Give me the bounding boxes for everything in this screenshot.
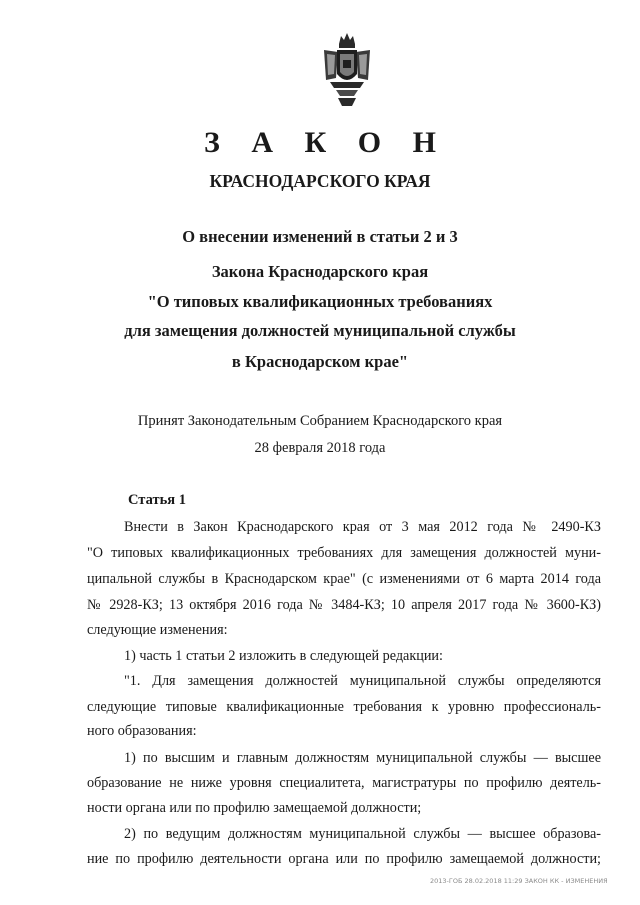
article-text-line: образование не ниже уровня специалитета, магистратуры по профилю деятель- xyxy=(87,775,601,791)
law-title-line: О внесении изменений в статьи 2 и 3 xyxy=(182,227,458,246)
adoption-date: 28 февраля 2018 года xyxy=(254,440,386,456)
article-text-line: ние по профилю деятельности органа или по профилю замещаемой должности; xyxy=(87,851,601,867)
coat-of-arms-icon xyxy=(316,30,378,108)
article-text-line: Внести в Закон Краснодарского края от 3 мая 2012 года № 2490-КЗ xyxy=(124,519,601,535)
article-text-line: 1) по высшим и главным должностям муниципальной службы — высшее xyxy=(124,750,601,766)
article-text-line: следующие типовые квалификационные требования к уровню профессиональ- xyxy=(87,699,601,715)
region-heading: КРАСНОДАРСКОГО КРАЯ xyxy=(209,171,431,191)
article-text-line: "1. Для замещения должностей муниципальной службы определяются xyxy=(124,673,601,689)
law-heading: З А К О Н xyxy=(204,126,448,159)
article-text-line: 1) часть 1 статьи 2 изложить в следующей редакции: xyxy=(124,648,443,664)
article-text-line: следующие изменения: xyxy=(87,622,228,638)
law-title-line: "О типовых квалификационных требованиях xyxy=(147,292,493,311)
adoption-note: Принят Законодательным Собранием Краснодарского края xyxy=(137,413,503,429)
law-title-line: для замещения должностей муниципальной службы xyxy=(124,321,516,340)
article-text-line: ного образования: xyxy=(87,723,197,739)
article-text-line: № 2928-КЗ; 13 октября 2016 года № 3484-КЗ; 10 апреля 2017 года № 3600-КЗ) xyxy=(87,597,601,613)
article-text-line: ципальной службы в Краснодарском крае" (с изменениями от 6 марта 2014 года xyxy=(87,571,601,587)
registration-stamp: 2013-ГОБ 28.02.2018 11:29 ЗАКОН КК - ИЗМЕНЕНИЯ xyxy=(430,877,608,885)
law-title-line: в Краснодарском крае" xyxy=(231,352,409,371)
article-text-line: 2) по ведущим должностям муниципальной службы — высшее образова- xyxy=(124,826,601,842)
article-text-line: "О типовых квалификационных требованиях для замещения должностей муни- xyxy=(87,545,601,561)
article-heading: Статья 1 xyxy=(128,492,186,508)
law-title-line: Закона Краснодарского края xyxy=(211,262,429,281)
article-text-line: ности органа или по профилю замещаемой должности; xyxy=(87,800,422,816)
